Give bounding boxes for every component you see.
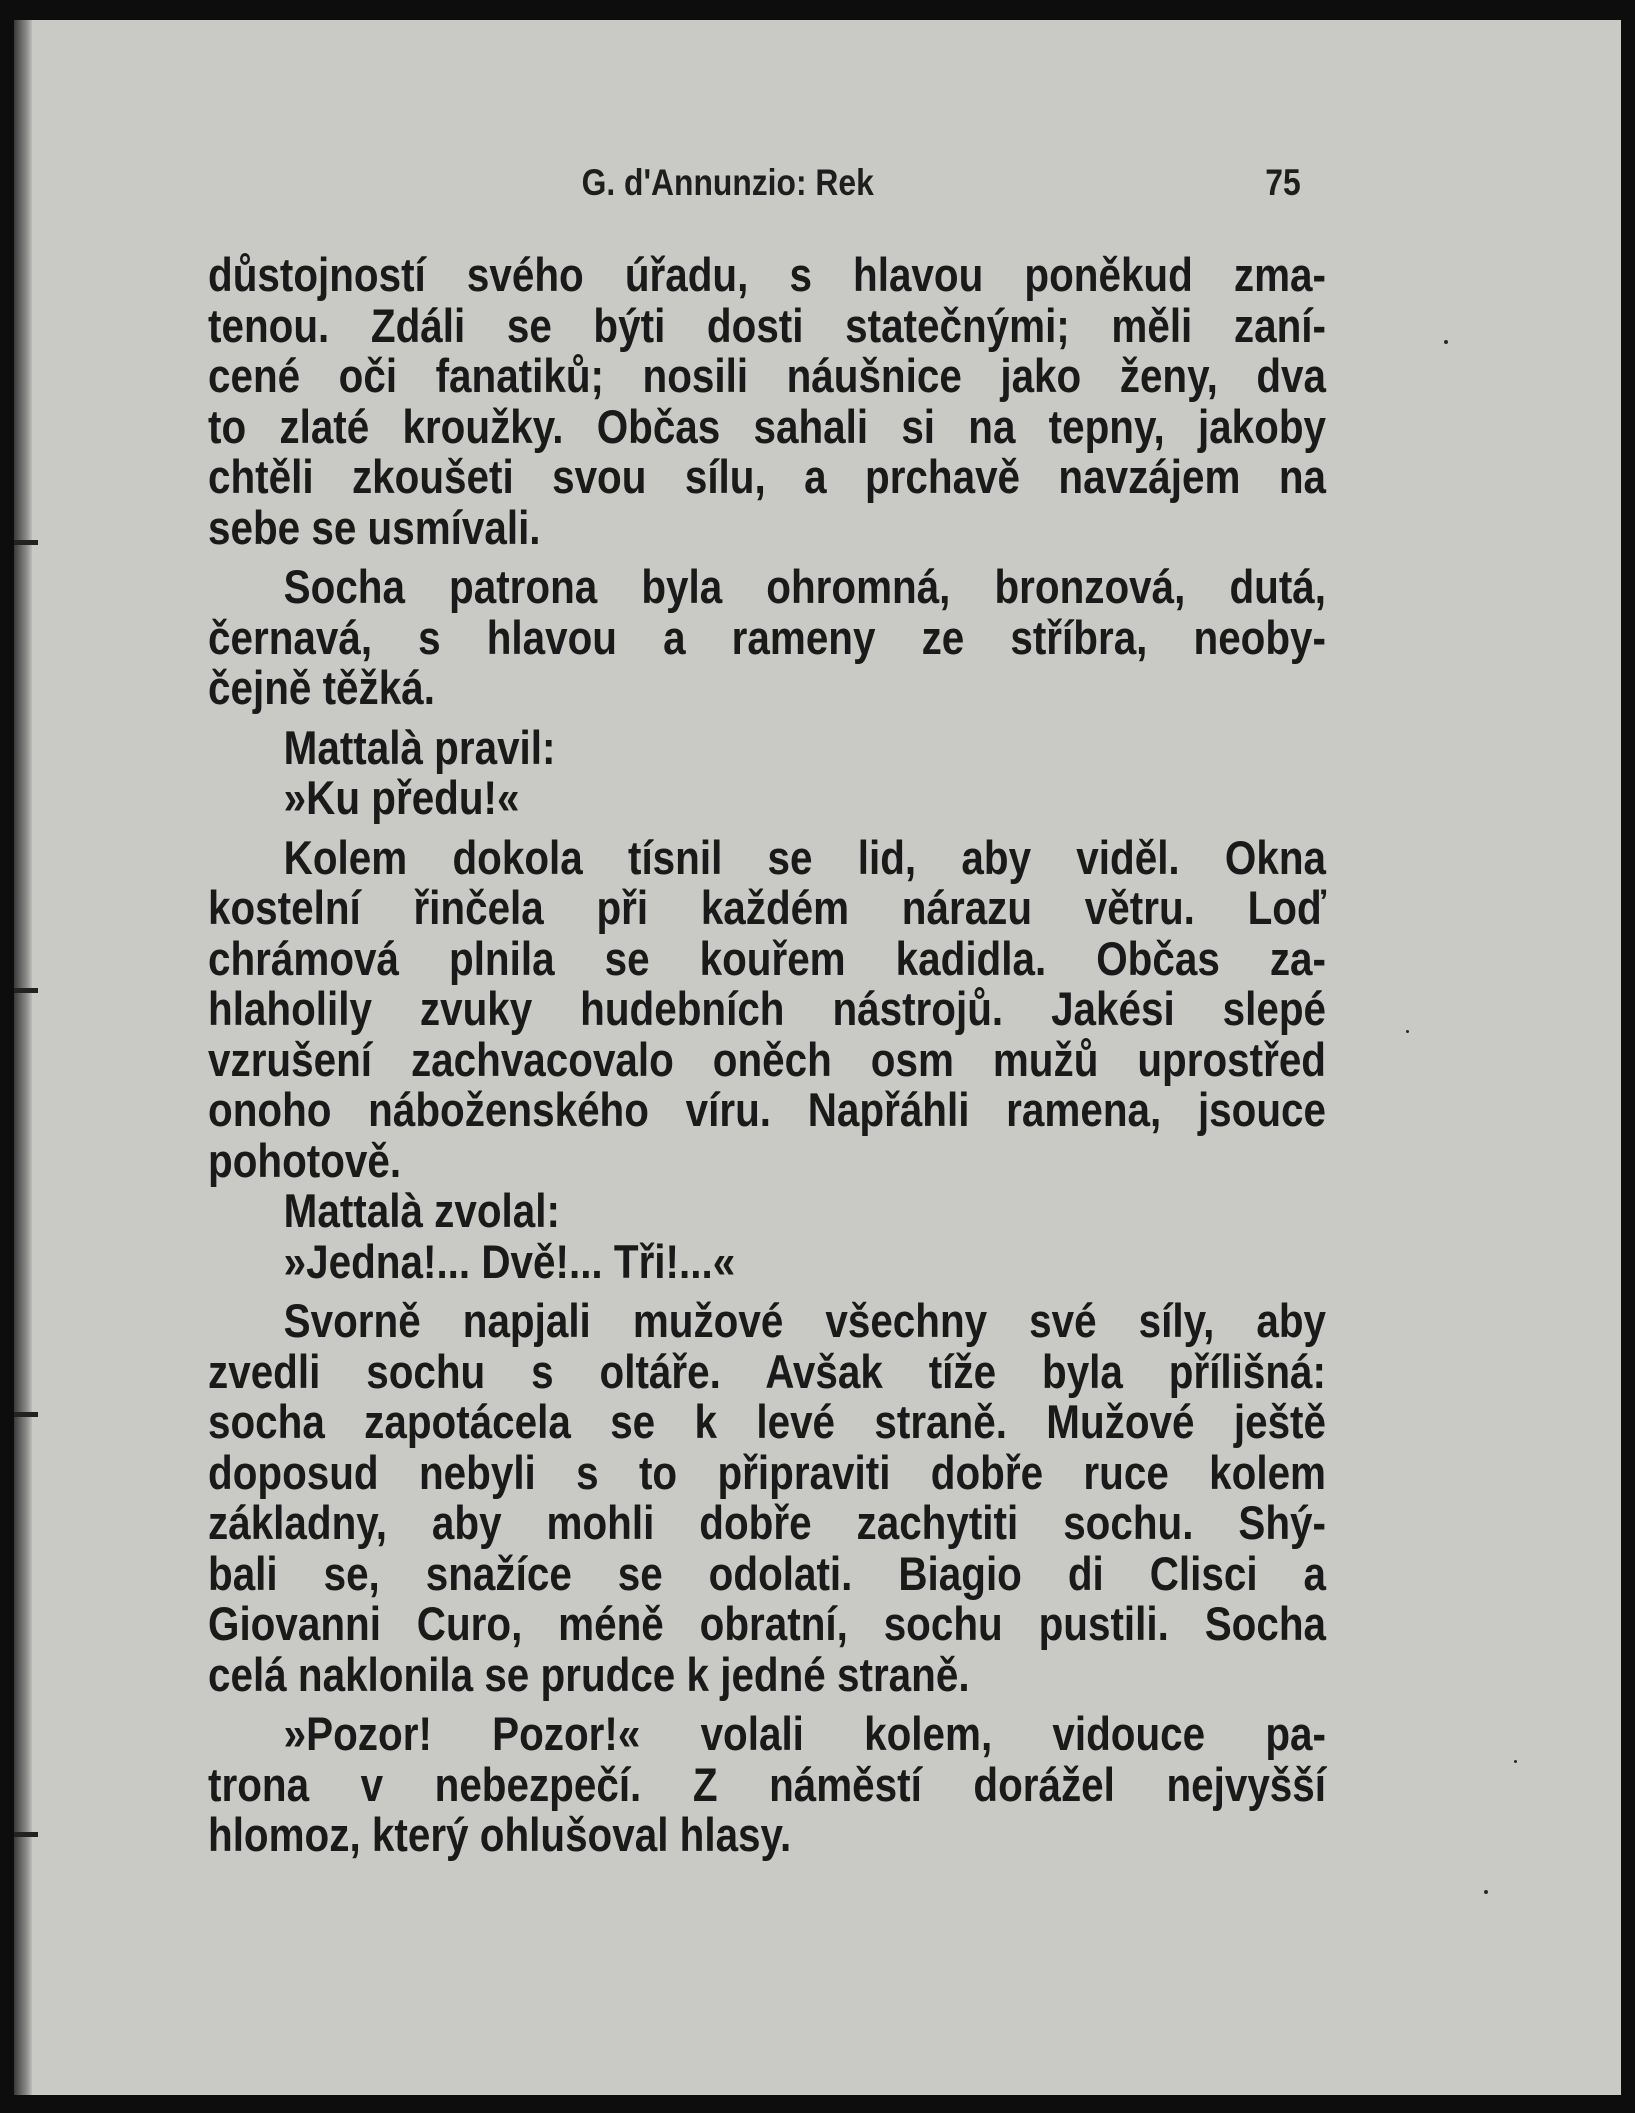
text-line: doposud nebyli s to připraviti dobře ruce kolem [208, 1445, 1326, 1499]
text-line: důstojností svého úřadu, s hlavou poněkud zma- [208, 248, 1326, 301]
text-line: hlaholily zvuky hudebních nástrojů. Jakési slepé [208, 982, 1326, 1035]
body-text-column [208, 250, 1326, 1861]
paper-speck [1514, 1760, 1517, 1763]
text-line: trona v nebezpečí. Z náměstí dorážel nejvyšší [208, 1757, 1326, 1811]
text-line: černavá, s hlavou a rameny ze stříbra, neoby- [208, 610, 1326, 664]
text-line: Svorně napjali mužové všechny své síly, aby [283, 1294, 1327, 1347]
paper-speck [1484, 1890, 1488, 1894]
text-line: bali se, snažíce se odolati. Biagio di Clisci a [208, 1546, 1326, 1600]
binding-mark [14, 1412, 38, 1417]
paper-speck [1444, 340, 1448, 344]
text-line: hlomoz, který ohlušoval hlasy. [208, 1808, 792, 1861]
page-binding-edge [14, 20, 32, 2095]
text-line: socha zapotácela se k levé straně. Mužové ještě [208, 1395, 1326, 1448]
text-line: pohotově. [208, 1133, 402, 1187]
text-line: chrámová plnila se kouřem kadidla. Občas za- [208, 931, 1326, 985]
binding-mark [14, 540, 38, 545]
page-header [14, 138, 1396, 203]
text-line: čejně těžká. [208, 661, 435, 714]
paper-speck [1406, 1030, 1409, 1033]
text-line: Kolem dokola tísnil se lid, aby viděl. Okna [283, 830, 1327, 884]
text-line: celá naklonila se prudce k jedné straně. [208, 1647, 970, 1701]
text-line: cené oči fanatiků; nosili náušnice jako ženy, dva [208, 349, 1326, 402]
running-title: G. d'Annunzio: Rek [581, 162, 874, 203]
text-line: chtěli zkoušeti svou sílu, a prchavě navzájem na [208, 450, 1326, 503]
page-number: 75 [1265, 162, 1301, 203]
text-line: Socha patrona byla ohromná, bronzová, dutá, [283, 560, 1327, 613]
text-line: zvedli sochu s oltáře. Avšak tíže byla přílišná: [208, 1344, 1326, 1398]
text-line: »Ku předu!« [283, 771, 520, 824]
text-line: sebe se usmívali. [208, 500, 541, 554]
body-text [208, 250, 1326, 1861]
binding-mark [14, 1832, 38, 1837]
text-line: »Pozor! Pozor!« volali kolem, vidouce pa- [283, 1707, 1327, 1760]
text-line: vzrušení zachvacovalo oněch osm mužů uprostřed [208, 1032, 1326, 1086]
text-line: Mattalà zvolal: [283, 1184, 560, 1237]
text-line: to zlaté kroužky. Občas sahali si na tepny, jakoby [208, 399, 1326, 453]
text-line: »Jedna!... Dvě!... Tři!...« [283, 1234, 736, 1288]
text-line: základny, aby mohli dobře zachytiti sochu. Shý- [208, 1496, 1326, 1549]
text-line: tenou. Zdáli se býti dosti statečnými; měli zaní- [208, 298, 1326, 352]
text-line: kostelní řinčela při každém nárazu větru. Loď [208, 881, 1326, 934]
book-page [14, 20, 1621, 2095]
text-line: Giovanni Curo, méně obratní, sochu pustili. Socha [208, 1597, 1326, 1650]
binding-mark [14, 988, 38, 993]
text-line: Mattalà pravil: [283, 720, 556, 774]
text-line: onoho náboženského víru. Napřáhli ramena, jsouce [208, 1083, 1326, 1136]
